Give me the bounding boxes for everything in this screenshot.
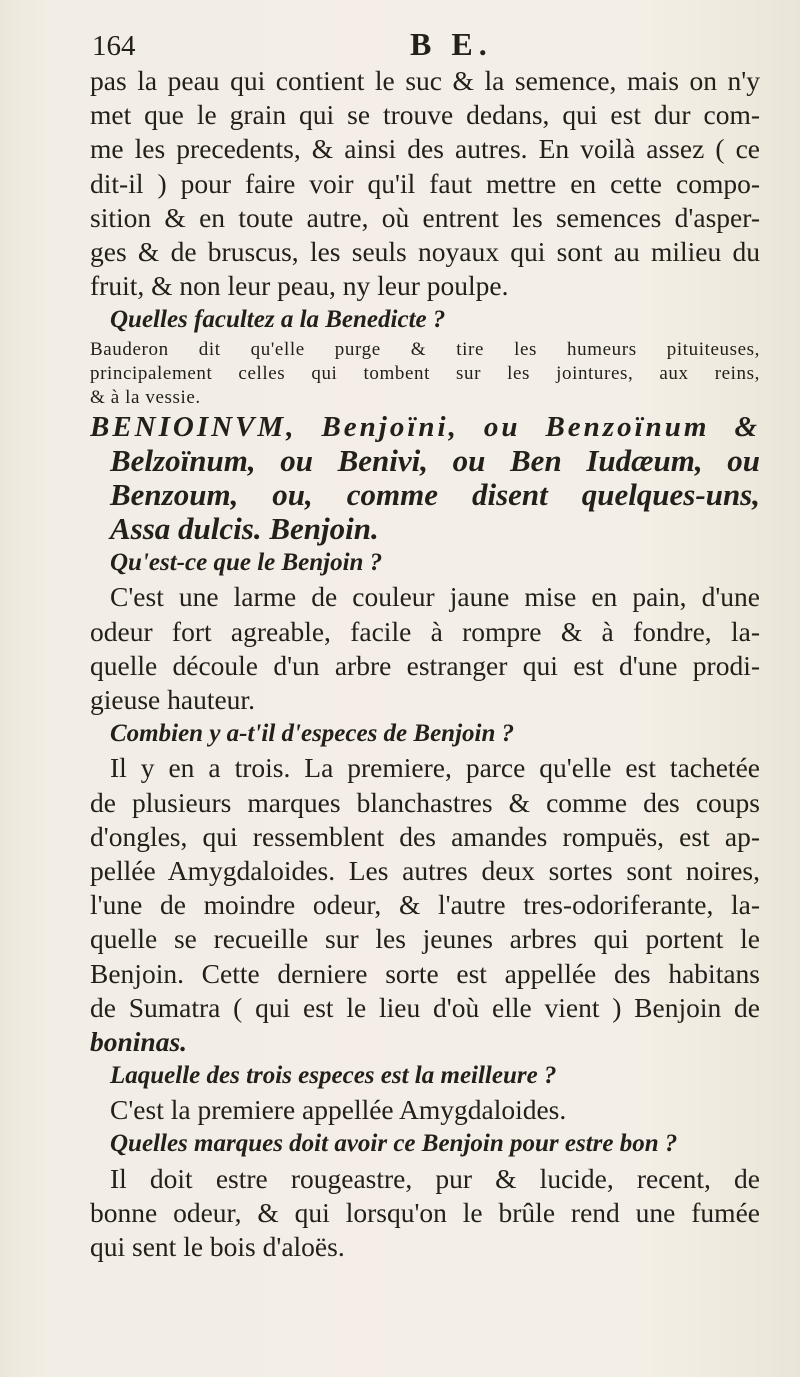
text-line: Il y en a trois. La premiere, parce qu'elle est tachetée bbox=[110, 752, 760, 784]
entry-heading: Belzoïnum, ou Benivi, ou Ben Iudæum, ou bbox=[110, 443, 760, 478]
running-title: B E. bbox=[410, 26, 493, 62]
text-line: pas la peau qui contient le suc & la semence, mais on n'y bbox=[90, 65, 760, 96]
text-line: quelle se recueille sur les jeunes arbres qui portent le bbox=[90, 923, 760, 955]
text-line: Il doit estre rougeastre, pur & lucide, recent, de bbox=[110, 1162, 760, 1194]
text-line: de Sumatra ( qui est le lieu d'où elle vient ) Benjoin de bbox=[90, 991, 760, 1023]
text-line: pellée Amygdaloides. Les autres deux sortes sont noires, bbox=[90, 854, 760, 886]
text-line-small: & à la vessie. bbox=[90, 386, 201, 408]
text-line: C'est la premiere appellée Amygdaloides. bbox=[110, 1094, 567, 1126]
entry-heading: Assa dulcis. Benjoin. bbox=[110, 512, 379, 547]
page-header bbox=[92, 22, 750, 66]
text-line: l'une de moindre odeur, & l'autre tres-odoriferante, la- bbox=[90, 889, 760, 921]
question-heading: Laquelle des trois especes est la meilleure ? bbox=[110, 1062, 557, 1090]
text-line: sition & en toute autre, où entrent les semences d'asper- bbox=[90, 201, 760, 233]
text-line: d'ongles, qui ressemblent des amandes rompuës, est ap- bbox=[90, 820, 760, 852]
text-line: C'est une larme de couleur jaune mise en pain, d'une bbox=[110, 581, 760, 613]
text-line: de plusieurs marques blanchastres & comme des coups bbox=[90, 786, 760, 818]
text-line: bonne odeur, & qui lorsqu'on le brûle rend une fumée bbox=[90, 1196, 760, 1228]
text-line: quelle découle d'un arbre estranger qui est d'une prodi- bbox=[90, 649, 760, 681]
text-line: me les precedents, & ainsi des autres. En voilà assez ( ce bbox=[90, 133, 760, 165]
text-line: gieuse hauteur. bbox=[90, 684, 255, 715]
entry-heading: Benzoum, ou, comme disent quelques-uns, bbox=[110, 477, 760, 512]
question-heading: Combien y a-t'il d'especes de Benjoin ? bbox=[110, 720, 515, 748]
text-line-small: Bauderon dit qu'elle purge & tire les humeurs pituiteuses, bbox=[90, 338, 760, 360]
body-text bbox=[90, 64, 760, 1264]
entry-heading: BENIOINVM, Benjoïni, ou Benzoïnum & bbox=[90, 410, 760, 443]
question-heading: Qu'est-ce que le Benjoin ? bbox=[110, 549, 383, 577]
text-line: qui sent le bois d'aloës. bbox=[90, 1231, 345, 1262]
text-line: boninas. bbox=[90, 1025, 188, 1057]
text-line: fruit, & non leur peau, ny leur poulpe. bbox=[90, 270, 509, 302]
text-line: met que le grain qui se trouve dedans, qui est dur com- bbox=[90, 99, 760, 131]
text-line: Benjoin. Cette derniere sorte est appellée des habitans bbox=[90, 957, 760, 989]
text-line: odeur fort agreable, facile à rompre & à fondre, la- bbox=[90, 615, 760, 647]
question-heading: Quelles marques doit avoir ce Benjoin pour estre bon ? bbox=[110, 1130, 678, 1158]
text-line: dit-il ) pour faire voir qu'il faut mettre en cette compo- bbox=[90, 167, 760, 199]
text-line-small: principalement celles qui tombent sur les jointures, aux reins, bbox=[90, 362, 760, 384]
page-number: 164 bbox=[92, 30, 136, 62]
text-line: ges & de bruscus, les seuls noyaux qui sont au milieu du bbox=[90, 235, 760, 267]
question-heading: Quelles facultez a la Benedicte ? bbox=[110, 306, 446, 334]
